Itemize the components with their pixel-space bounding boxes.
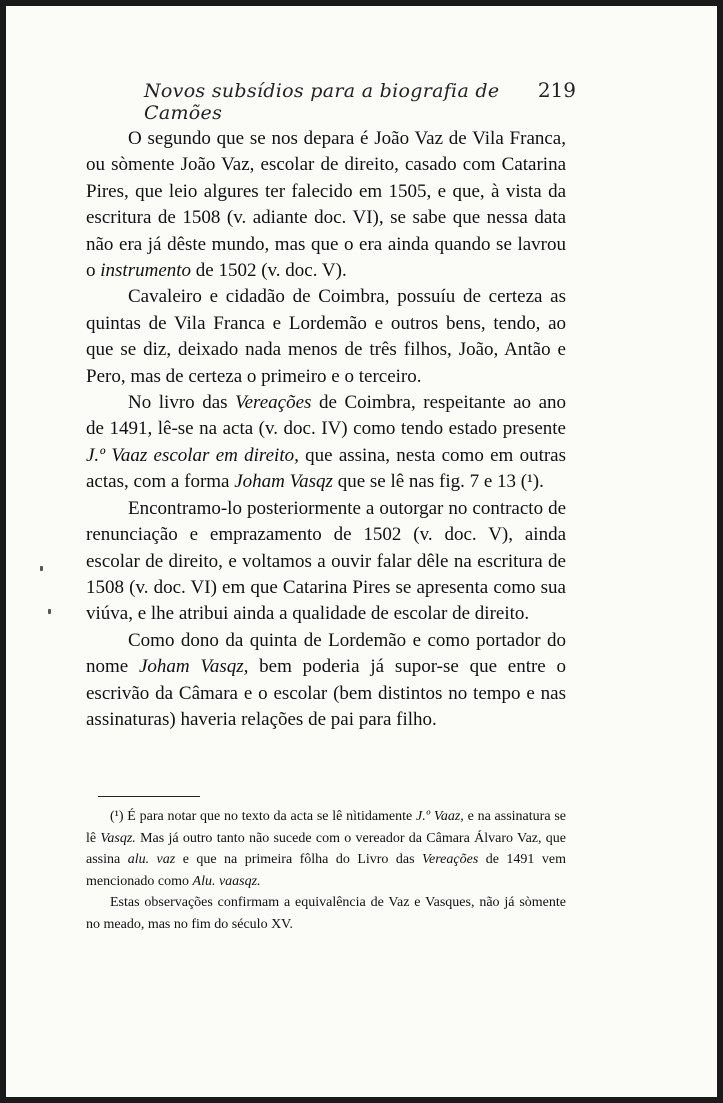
page-header bbox=[144, 78, 576, 124]
paragraph: Cavaleiro e cidadão de Coimbra, possuíu de certeza as quintas de Vila Franca e Lordemão e outros bens, tendo, ao que se diz, deixado nada menos de três filhos, João, Antão e Pero, mas de certeza o primeiro e o terceiro. bbox=[86, 286, 566, 387]
scan-speck bbox=[40, 566, 43, 571]
paragraph: O segundo que se nos depara é João Vaz de Vila Franca, ou sòmente João Vaz, escolar de direito, casado com Catarina Pires, que leio algures ter falecido em 1505, e que, à vista da escritura de 1508 (v. adiante doc. VI), se sabe que nessa data não era já dêste mundo, mas que o era ainda quando se lavrou o instrumento de 1502 (v. doc. V). bbox=[86, 128, 566, 282]
book-page bbox=[6, 6, 717, 1097]
footnote-divider bbox=[98, 796, 200, 797]
footnote: Estas observações confirmam a equivalência de Vaz e Vasques, não já sòmente no meado, mas no fim do século XV. bbox=[86, 895, 566, 932]
paragraph: Como dono da quinta de Lordemão e como portador do nome Joham Vasqz, bem poderia já supor-se que entre o escrivão da Câmara e o escolar (bem distintos no tempo e nas assinaturas) haveria relações de pai para filho. bbox=[86, 629, 566, 730]
main-text bbox=[86, 126, 566, 733]
footnote: (¹) É para notar que no texto da acta se lê nìtidamente J.º Vaaz, e na assinatura se lê Vasqz. Mas já outro tanto não sucede com o vereador da Câmara Álvaro Vaz, que assina alu. vaz e que na primeira fôlha do Livro das Vereações de 1491 vem mencionado como Alu. vaasqz. bbox=[86, 809, 566, 889]
page-number: 219 bbox=[537, 78, 576, 102]
footnotes bbox=[86, 806, 566, 935]
scan-speck bbox=[48, 609, 51, 614]
paragraph: No livro das Vereações de Coimbra, respeitante ao ano de 1491, lê-se na acta (v. doc. IV) como tendo estado presente J.º Vaaz escolar em direito, que assina, nesta como em outras actas, com a forma Joham Vasqz que se lê nas fig. 7 e 13 (¹). bbox=[86, 392, 567, 493]
paragraph: Encontramo-lo posteriormente a outorgar no contracto de renunciação e emprazamento de 1502 (v. doc. V), ainda escolar de direito, e voltamos a ouvir falar dêle na escritura de 1508 (v. doc. VI) em que Catarina Pires se apresenta como sua viúva, e lhe atribui ainda a qualidade de escolar de direito. bbox=[86, 497, 566, 625]
running-title: Novos subsídios para a biografia de Camões bbox=[144, 80, 500, 124]
